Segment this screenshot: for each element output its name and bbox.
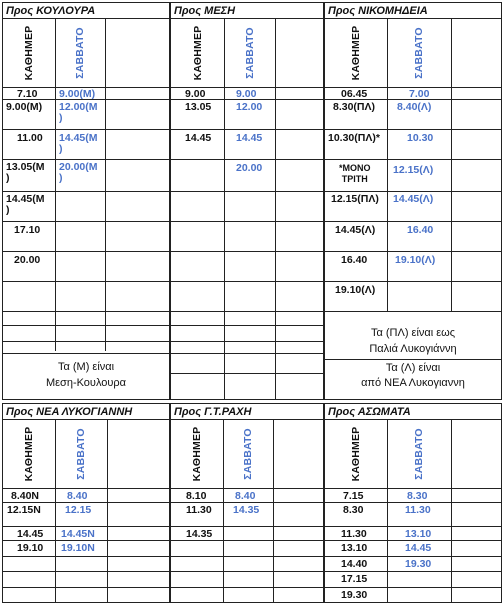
saturday-time: 12.15(Λ) (393, 164, 434, 176)
saturday-time: 16.40 (407, 224, 434, 236)
saturday-time: 13.10 (405, 528, 432, 540)
weekday-time: 13.10 (341, 542, 368, 554)
weekday-time: 14.40 (341, 558, 368, 570)
note-pl-line1: Τα (ΠΛ) είναι εως (370, 327, 456, 339)
weekday-header: ΚΑΘΗΜΕΡ (350, 426, 362, 482)
section-rachi (170, 403, 324, 603)
saturday-time: 14.45(Μ ) (59, 132, 98, 155)
saturday-time: 14.45 (405, 542, 432, 554)
weekday-time: 8.10 (186, 490, 207, 502)
weekday-time: 8.30(ΠΛ) (333, 101, 376, 113)
weekday-time: 17.15 (341, 573, 368, 585)
saturday-time: 12.00 (236, 101, 263, 113)
weekday-header: ΚΑΘΗΜΕΡ (192, 25, 204, 81)
weekday-time: 10.30(ΠΛ)* (328, 132, 380, 144)
section-title: Προς ΚΟΥΛΟΥΡΑ (6, 5, 96, 17)
weekday-time: 16.40 (341, 254, 368, 266)
saturday-time: 9.00 (236, 88, 257, 100)
weekday-header: ΚΑΘΗΜΕΡ (191, 426, 203, 482)
saturday-time: 20.00 (236, 162, 263, 174)
saturday-time: 8.30 (407, 490, 428, 502)
note-m-line1: Τα (Μ) είναι (57, 361, 115, 373)
weekday-time: 06.45 (341, 88, 368, 100)
note-pl-line2: Παλιά Λυκογιάννη (369, 343, 457, 355)
weekday-time: 20.00 (14, 254, 41, 266)
weekday-time: 8.40Ν (11, 490, 40, 502)
weekday-note: *ΜΟΝΟ ΤΡΙΤΗ (339, 163, 371, 184)
saturday-header: ΣΑΒΒΑΤΟ (75, 428, 87, 480)
note-l-line2: από ΝΕΑ Λυκογιαννη (361, 377, 465, 389)
saturday-header: ΣΑΒΒΑΤΟ (244, 27, 256, 79)
saturday-time: 8.40 (235, 490, 256, 502)
weekday-time: 17.10 (14, 224, 41, 236)
weekday-time: 12.15(ΠΛ) (331, 193, 379, 205)
saturday-time: 11.30 (405, 504, 431, 516)
weekday-time: 19.10(Λ) (335, 284, 376, 296)
saturday-time: 8.40 (67, 490, 88, 502)
saturday-header: ΣΑΒΒΑΤΟ (413, 27, 425, 79)
section-title: Προς ΜΕΣΗ (174, 5, 236, 17)
saturday-time: 19.30 (405, 558, 432, 570)
weekday-time: 11.30 (186, 504, 212, 516)
weekday-time: 14.45 (185, 132, 212, 144)
saturday-time: 14.45(Λ) (393, 193, 434, 205)
weekday-time: 8.30 (343, 504, 364, 516)
section-title: Προς ΝΙΚΟΜΗΔΕΙΑ (328, 5, 428, 17)
section-nikomideia (324, 2, 502, 400)
section-title: Προς Γ.Τ.ΡΑΧΗ (174, 406, 252, 418)
saturday-time: 7.00 (409, 88, 430, 100)
section-title: Προς ΑΣΩΜΑΤΑ (328, 406, 411, 418)
weekday-header: ΚΑΘΗΜΕΡ (350, 25, 362, 81)
section-mesi (170, 2, 324, 400)
saturday-time: 14.35 (233, 504, 260, 516)
weekday-header: ΚΑΘΗΜΕΡ (23, 426, 35, 482)
weekday-time: 13.05(Μ ) (6, 161, 45, 184)
weekday-time: 9.00(Μ) (6, 101, 43, 113)
saturday-time: 19.10(Λ) (395, 254, 436, 266)
section-title: Προς ΝΕΑ ΛΥΚΟΓΙΑΝΝΗ (6, 406, 133, 418)
weekday-time: 7.10 (17, 88, 38, 100)
section-asomata (324, 403, 502, 603)
note-m-line2: Μεση-Κουλουρα (45, 377, 127, 389)
note-l-line1: Τα (Λ) είναι (385, 362, 441, 374)
weekday-time: 13.05 (185, 101, 212, 113)
saturday-time: 8.40(Λ) (397, 101, 432, 113)
weekday-time: 14.45(Λ) (335, 224, 376, 236)
weekday-time: 19.10 (17, 542, 44, 554)
weekday-time: 12.15Ν (7, 504, 41, 516)
weekday-time: 14.35 (186, 528, 213, 540)
weekday-time: 19.30 (341, 589, 368, 601)
section-nea-lykogianni (2, 403, 170, 603)
saturday-header: ΣΑΒΒΑΤΟ (413, 428, 425, 480)
saturday-time: 14.45 (236, 132, 263, 144)
saturday-time: 10.30 (407, 132, 434, 144)
saturday-time: 19.10Ν (61, 542, 95, 554)
weekday-time: 9.00 (185, 88, 206, 100)
weekday-time: 14.45 (17, 528, 44, 540)
saturday-time: 9.00(Μ) (59, 88, 96, 100)
section-koulour (2, 2, 170, 400)
saturday-header: ΣΑΒΒΑΤΟ (242, 428, 254, 480)
saturday-time: 14.45Ν (61, 528, 95, 540)
weekday-time: 11.00 (17, 132, 43, 144)
saturday-time: 12.00(Μ ) (59, 101, 98, 124)
weekday-time: 11.30 (341, 528, 367, 540)
saturday-time: 12.15 (65, 504, 92, 516)
weekday-header: ΚΑΘΗΜΕΡ (23, 25, 35, 81)
weekday-time: 7.15 (343, 490, 364, 502)
saturday-header: ΣΑΒΒΑΤΟ (74, 27, 86, 79)
weekday-time: 14.45(Μ ) (6, 193, 45, 216)
saturday-time: 20.00(Μ ) (59, 161, 98, 184)
